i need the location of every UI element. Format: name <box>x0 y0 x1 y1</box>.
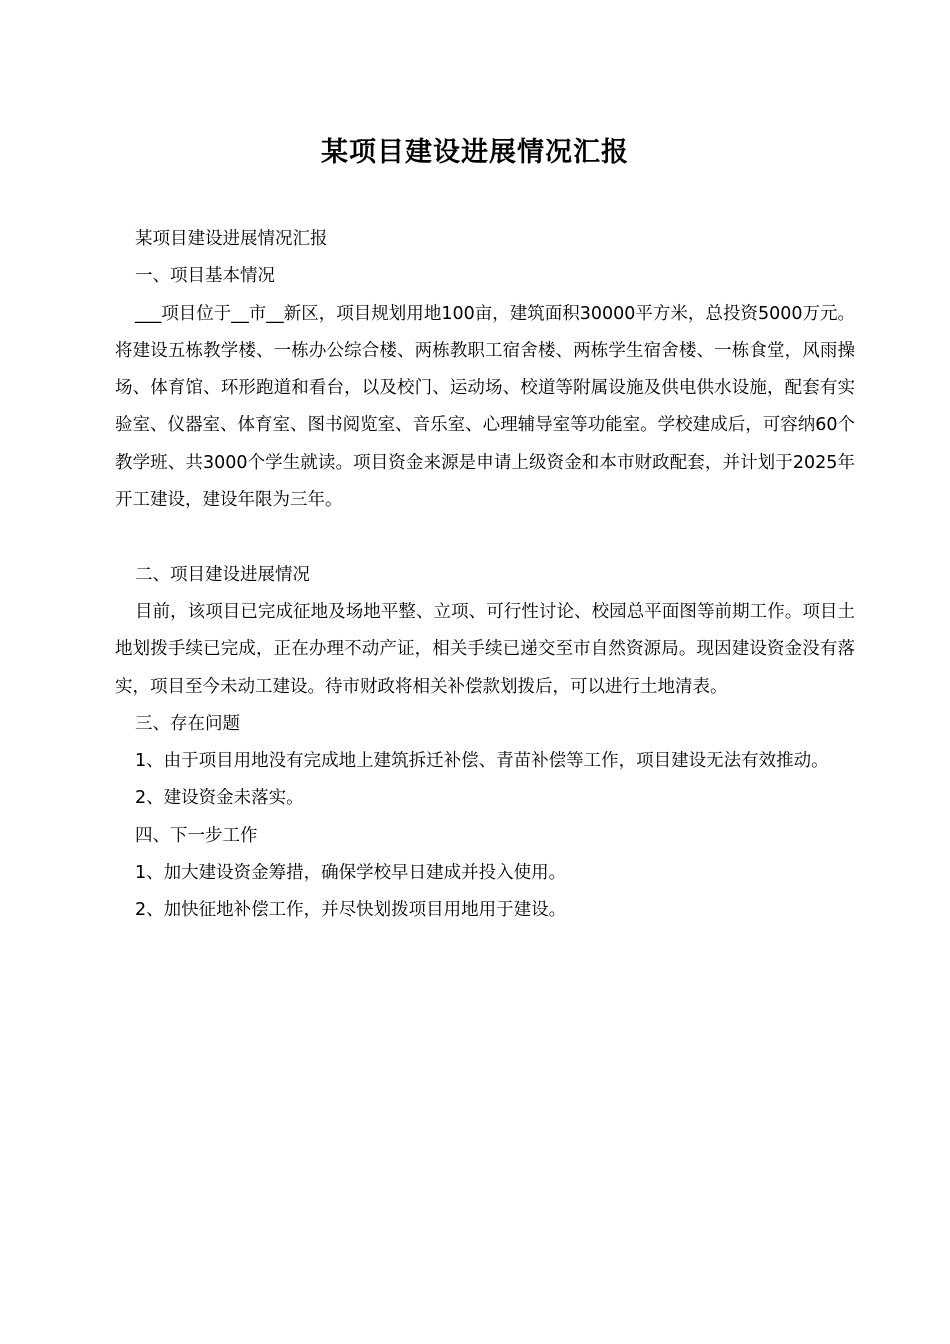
paragraph-progress: 目前，该项目已完成征地及场地平整、立项、可行性讨论、校园总平面图等前期工作。项目土地划拨手续已完成，正在办理不动产证，相关手续已递交至市自然资源局。现因建设资金没有落实，项目至今未动工建设。待市财政将相关补偿款划拨后，可以进行土地清表。 <box>115 601 855 697</box>
paragraph-basic-info: ___项目位于__市__新区，项目规划用地100亩，建筑面积30000平方米，总投资5000万元。将建设五栋教学楼、一栋办公综合楼、两栋教职工宿舍楼、两栋学生宿舍楼、一栋食堂，风雨操场、体育馆、环形跑道和看台，以及校门、运动场、校道等附属设施及供电供水设施，配套有实验室、仪器室、体育室、图书阅览室、音乐室、心理辅导室等功能室。学校建成后，可容纳60个教学班、共3000个学生就读。项目资金来源是申请上级资金和本市财政配套，并计划于2025年开工建设，建设年限为三年。 <box>115 303 855 511</box>
section-heading-problems: 三、存在问题 <box>135 713 240 734</box>
document-title: 某项目建设进展情况汇报 <box>321 137 629 168</box>
section-heading-progress: 二、项目建设进展情况 <box>135 564 310 585</box>
list-item-problem-2: 2、建设资金未落实。 <box>135 788 304 809</box>
section-heading-next-steps: 四、下一步工作 <box>135 825 258 846</box>
subtitle-paragraph: 某项目建设进展情况汇报 <box>135 229 328 249</box>
list-item-problem-1: 1、由于项目用地没有完成地上建筑拆迁补偿、青苗补偿等工作，项目建设无法有效推动。 <box>135 751 829 772</box>
paragraph-spacer <box>115 519 855 556</box>
section-heading-basic-info: 一、项目基本情况 <box>135 266 275 287</box>
list-item-next-step-1: 1、加大建设资金筹措，确保学校早日建成并投入使用。 <box>135 863 567 884</box>
list-item-next-step-2: 2、加快征地补偿工作，并尽快划拨项目用地用于建设。 <box>135 900 567 921</box>
document-body <box>115 221 855 930</box>
